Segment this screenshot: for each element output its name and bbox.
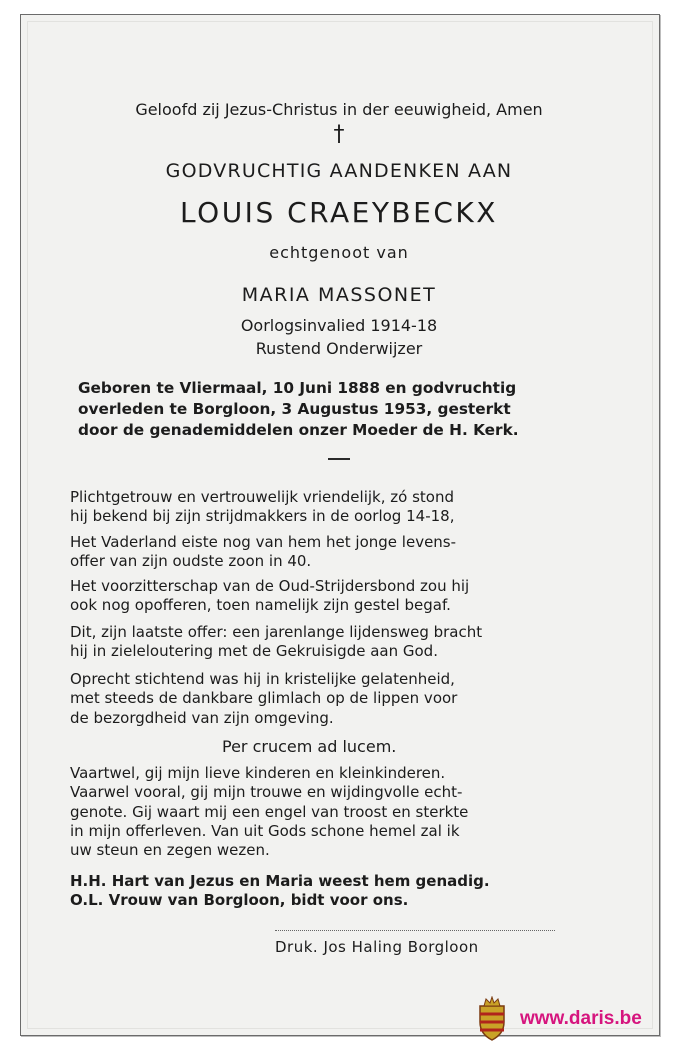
text-line: Oprecht stichtend was hij in kristelijke gelatenheid, — [70, 670, 455, 688]
text-line: Vaarwel vooral, gij mijn trouwe en wijdingvolle echt- — [70, 783, 463, 802]
title-teacher: Rustend Onderwijzer — [255, 339, 423, 358]
paragraph-3 — [70, 577, 630, 616]
paragraph-4 — [70, 623, 630, 662]
birth-death-line: Geboren te Vliermaal, 10 Juni 1888 en godvruchtig — [78, 379, 517, 397]
birth-death-block — [78, 378, 618, 441]
text-line: de bezorgdheid van zijn omgeving. — [70, 708, 334, 727]
text-line: hij in zieleloutering met de Gekruisigde aan God. — [70, 642, 438, 661]
text-line: Het Vaderland eiste nog van hem het jonge levens- — [70, 533, 457, 551]
deceased-name: LOUIS CRAEYBECKX — [180, 196, 498, 229]
prayer-line: O.L. Vrouw van Borgloon, bidt voor ons. — [70, 891, 409, 910]
title-war-invalid: Oorlogsinvalied 1914-18 — [240, 316, 438, 335]
text-line: genote. Gij waart mij een engel van troost en sterkte — [70, 802, 469, 821]
prayer-line: H.H. Hart van Jezus en Maria weest hem genadig. — [70, 872, 490, 890]
text-line: met steeds de dankbare glimlach op de lippen voor — [70, 689, 458, 708]
text-line: uw steun en zegen wezen. — [70, 841, 270, 860]
text-line: ook nog opofferen, toen namelijk zijn gestel begaf. — [70, 596, 451, 615]
watermark-site[interactable]: www.daris.be — [520, 1008, 642, 1029]
cross-icon: † — [333, 122, 345, 147]
text-line: Het voorzitterschap van de Oud-Strijdersbond zou hij — [70, 577, 470, 595]
heading: GODVRUCHTIG AANDENKEN AAN — [165, 160, 513, 182]
text-line: Plichtgetrouw en vertrouwelijk vriendelijk, zó stond — [70, 488, 454, 506]
motto: Per crucem ad lucem. — [222, 737, 397, 756]
printer-rule — [275, 930, 555, 931]
birth-death-line: overleden te Borgloon, 3 Augustus 1953, gesterkt — [78, 400, 511, 418]
text-line: in mijn offerleven. Van uit Gods schone hemel zal ik — [70, 821, 460, 840]
text-line: offer van zijn oudste zoon in 40. — [70, 552, 312, 571]
farewell-paragraph — [70, 764, 630, 860]
doxology: Geloofd zij Jezus-Christus in der eeuwigheid, Amen — [135, 100, 543, 119]
paragraph-1 — [70, 488, 630, 527]
coat-of-arms-icon — [475, 996, 509, 1042]
paragraph-5 — [70, 670, 630, 728]
printer-credit: Druk. Jos Haling Borgloon — [275, 938, 479, 956]
text-line: Vaartwel, gij mijn lieve kinderen en kleinkinderen. — [70, 764, 446, 782]
text-line: Dit, zijn laatste offer: een jarenlange lijdensweg bracht — [70, 623, 483, 641]
separator-dash — [328, 458, 350, 460]
prayers — [70, 872, 630, 911]
text-line: hij bekend bij zijn strijdmakkers in de oorlog 14-18, — [70, 507, 455, 526]
paragraph-2 — [70, 533, 630, 572]
spouse-name: MARIA MASSONET — [241, 284, 437, 306]
relation-label: echtgenoot van — [269, 243, 409, 262]
birth-death-line: door de genademiddelen onzer Moeder de H. Kerk. — [78, 421, 519, 439]
